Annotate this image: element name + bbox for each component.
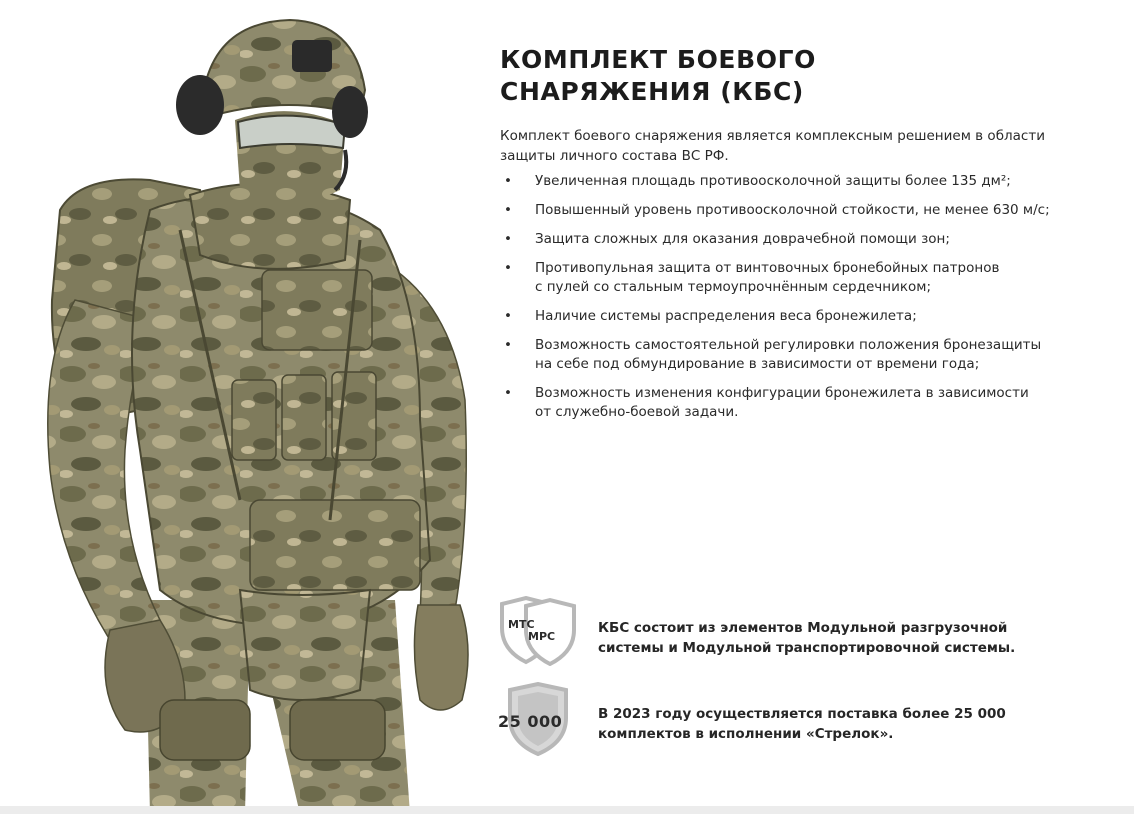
bottom-divider	[0, 806, 1134, 814]
feature-text: Возможность изменения конфигурации бронежилета в зависимости от служебно-боевой задачи.	[535, 385, 1029, 420]
bullet-icon: •	[504, 308, 512, 324]
intro-paragraph: Комплект боевого снаряжения является комплексным решением в области защиты личного состава ВС РФ.	[500, 128, 1045, 164]
soldier-image	[0, 0, 490, 814]
soldier-illustration	[0, 0, 490, 814]
feature-item	[500, 230, 1100, 249]
feature-text: Противопульная защита от винтовочных бронебойных патронов с пулей со стальным термоупрочнённым сердечником;	[535, 260, 1000, 295]
feature-item	[500, 172, 1100, 191]
feature-item	[500, 201, 1100, 220]
info-block-delivery	[496, 682, 1096, 762]
badge-mts: МТС	[508, 618, 535, 631]
bullet-icon: •	[504, 337, 512, 353]
feature-item	[500, 384, 1100, 422]
feature-text: Наличие системы распределения веса бронежилета;	[535, 308, 917, 324]
feature-item	[500, 307, 1100, 326]
badge-25000: 25 000	[498, 712, 563, 731]
bullet-icon: •	[504, 231, 512, 247]
info-text-delivery: В 2023 году осуществляется поставка более 25 000 комплектов в исполнении «Стрелок».	[598, 706, 1006, 742]
features-list	[500, 172, 1100, 432]
title-line-1: КОМПЛЕКТ БОЕВОГО	[500, 45, 816, 74]
feature-item	[500, 336, 1100, 374]
badge-mrs: МРС	[528, 630, 556, 643]
bullet-icon: •	[504, 260, 512, 276]
title-line-2: СНАРЯЖЕНИЯ (КБС)	[500, 77, 804, 106]
feature-item	[500, 259, 1100, 297]
info-text-composition: КБС состоит из элементов Модульной разгрузочной системы и Модульной транспортировочной системы.	[598, 620, 1016, 656]
info-block-composition	[496, 596, 1096, 676]
bullet-icon: •	[504, 202, 512, 218]
bullet-icon: •	[504, 173, 512, 189]
feature-text: Возможность самостоятельной регулировки положения бронезащиты на себе под обмундирование в зависимости от времени года;	[535, 337, 1042, 372]
feature-text: Повышенный уровень противоосколочной стойкости, не менее 630 м/с;	[535, 202, 1050, 218]
feature-text: Увеличенная площадь противоосколочной защиты более 135 дм²;	[535, 173, 1011, 189]
feature-text: Защита сложных для оказания доврачебной помощи зон;	[535, 231, 950, 247]
page-title	[500, 44, 1060, 108]
bullet-icon: •	[504, 385, 512, 401]
